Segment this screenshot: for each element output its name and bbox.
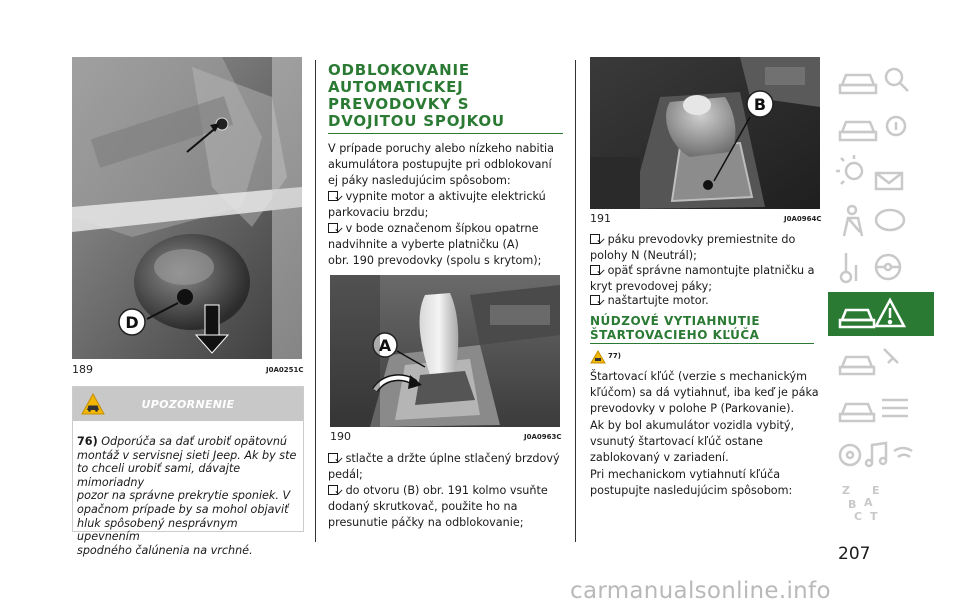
figure-190-code: J0A0963C	[524, 433, 562, 441]
figure-191-label: B	[753, 95, 767, 114]
chapter-tab-multimedia[interactable]	[828, 433, 934, 477]
warning-text	[77, 435, 299, 557]
figure-190-label: A	[378, 336, 392, 355]
svg-text:Z: Z	[842, 484, 850, 497]
figure-189-number: 189	[72, 363, 93, 376]
column-divider-right	[575, 60, 576, 542]
chapter-tab-technical[interactable]	[828, 386, 934, 430]
check-bullet-icon	[590, 295, 600, 305]
svg-text:E: E	[872, 484, 880, 497]
warning-line-2: montáž v servisnej sieti Jeep. Ak by ste	[77, 448, 297, 462]
warning-line-7: spodného čalúnenia na vrchné.	[77, 543, 253, 557]
step-2: v bode označenom šípkou opatrne nadvihnite a vyberte platničku (A) obr. 190 prevodovky (spolu s krytom);	[328, 222, 542, 267]
step-1: vypnite motor a aktivujte elektrickú parkovaciu brzdu;	[328, 190, 546, 219]
chapter-tab-starting[interactable]	[828, 245, 934, 289]
svg-text:B: B	[848, 498, 857, 511]
check-bullet-icon	[590, 265, 600, 275]
step-7: naštartujte motor.	[590, 293, 830, 309]
subheading-rule	[590, 343, 814, 344]
key-paragraph-1: Štartovací kľúč (verzie s mechanickým kľúčom) sa dá vytiahnuť, iba keď je páka prevodovky v polohe P (Parkovanie).	[590, 370, 819, 415]
warning-header	[73, 387, 303, 421]
check-bullet-icon	[590, 234, 600, 244]
warning-box	[72, 386, 304, 557]
intro-paragraph: V prípade poruchy alebo nízkeho nabitia akumulátora postupujte pri odblokovaní ej páky nasledujúcim spôsobom:	[328, 142, 554, 187]
figure-191-photo	[590, 57, 820, 209]
chapter-tab-car-info[interactable]	[828, 57, 934, 101]
warning-title: UPOZORNENIE	[141, 398, 235, 411]
chapter-tab-index[interactable]	[828, 480, 934, 524]
warning-line-6: hluk spôsobený nesprávnym upevnením	[77, 516, 238, 544]
check-bullet-icon	[328, 223, 338, 233]
warning-line-4: pozor na správne prekrytie sponiek. V	[77, 489, 291, 503]
figure-191-code: J0A0964C	[784, 215, 822, 223]
svg-text:C: C	[854, 510, 863, 523]
figure-189-label: D	[125, 313, 139, 332]
watermark: carmanualsonline.info	[570, 578, 831, 604]
chapter-tab-safety[interactable]	[828, 198, 934, 242]
warning-reference: 77)	[608, 352, 621, 360]
step-3: stlačte a držte úplne stlačený brzdový pedál;	[328, 452, 560, 481]
check-bullet-icon	[328, 191, 338, 201]
figure-190-number: 190	[330, 430, 351, 443]
chapter-tab-lights[interactable]	[828, 151, 934, 195]
chapter-tab-service[interactable]	[828, 339, 934, 383]
warning-number: 76)	[77, 435, 98, 448]
svg-text:T: T	[870, 510, 878, 523]
check-bullet-icon	[328, 453, 338, 463]
svg-text:A: A	[864, 496, 873, 509]
warning-line-5: opačnom prípade by sa mohol objaviť	[77, 502, 289, 516]
figure-189-photo	[72, 57, 302, 359]
step-4: do otvoru (B) obr. 191 kolmo vsuňte dodaný skrutkovač, použite ho na presunutie páčky na odblokovanie;	[328, 484, 548, 529]
step-6: opäť správne namontujte platničku a kryt prevodovej páky;	[590, 264, 815, 293]
heading-rule	[328, 133, 563, 134]
warning-triangle-icon	[590, 350, 606, 364]
check-bullet-icon	[328, 485, 338, 495]
chapter-tab-dashboard[interactable]	[828, 104, 934, 148]
column-divider-left	[315, 60, 316, 542]
page-number: 207	[838, 544, 871, 564]
step-5: páku prevodovky premiestnite do polohy N (Neutrál);	[590, 233, 796, 262]
warning-line-1: Odporúča sa dať urobiť opätovnú	[101, 435, 288, 448]
key-paragraph-2: Ak by bol akumulátor vozidla vybitý, vsunutý štartovací kľúč ostane zablokovaný v zariadení.	[590, 419, 795, 464]
figure-189-code: J0A0251C	[266, 366, 304, 374]
key-paragraph-3: Pri mechanickom vytiahnutí kľúča postupujte nasledujúcim spôsobom:	[590, 468, 793, 497]
figure-190-photo	[330, 275, 560, 427]
warning-line-3: to chceli urobiť sami, dávajte mimoriadny	[77, 462, 241, 489]
chapter-tab-emergency[interactable]	[828, 292, 934, 336]
section-heading-key: NÚDZOVÉ VYTIAHNUTIE ŠTARTOVACIEHO KĽÚČA	[590, 314, 761, 342]
figure-191-number: 191	[590, 212, 611, 225]
section-heading-unlock: ODBLOKOVANIE AUTOMATICKEJ PREVODOVKY S DVOJITOU SPOJKOU	[328, 61, 505, 130]
